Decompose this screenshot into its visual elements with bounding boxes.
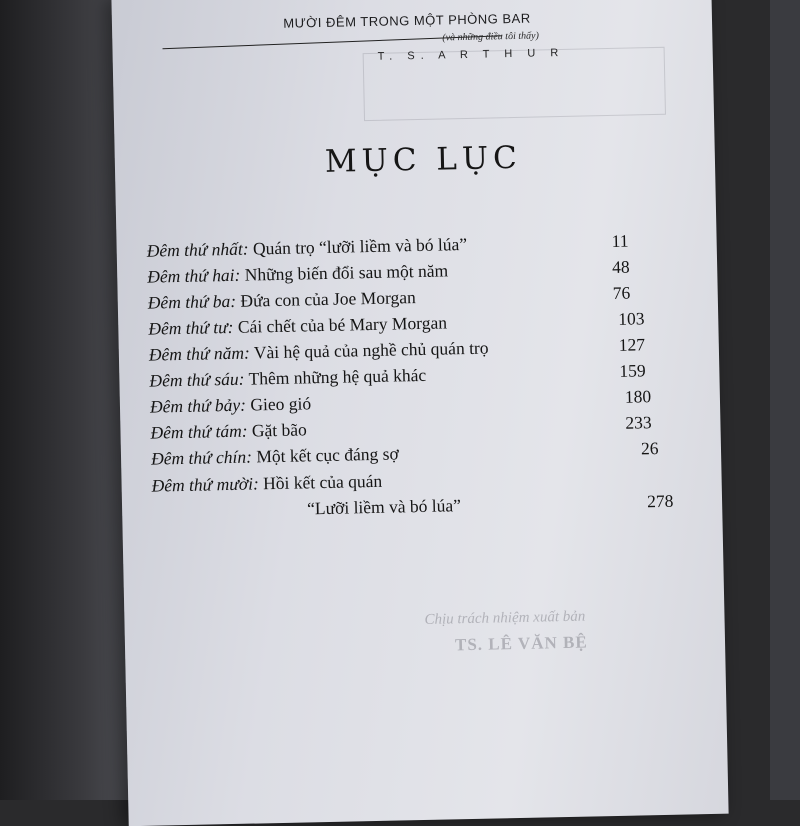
toc-entry-page: 48 [611,256,630,277]
responsible-publisher-caption: Chịu trách nhiệm xuất bản [424,608,586,628]
toc-entry-label: Đêm thứ hai: [147,264,241,287]
toc-entry-page: 278 [646,490,674,512]
toc-entry-title: Những biến đổi sau một năm [244,260,449,285]
toc-entry-title: Quán trọ “lưỡi liềm và bó lúa” [252,233,468,259]
toc-entry-title: Hồi kết của quán [262,470,383,494]
toc-entry-label: Đêm thứ sáu: [149,368,245,391]
toc-entry-page: 127 [618,334,646,355]
toc-entry-page: 233 [625,412,652,433]
running-header-title: MƯỜI ĐÊM TRONG MỘT PHÒNG BAR [283,10,531,31]
toc-entry-label: Đêm thứ chín: [150,446,253,469]
toc-entry-page: 26 [640,438,659,459]
toc-entry-title: Cái chết của bé Mary Morgan [237,312,448,337]
toc-entry-label: Đêm thứ nhất: [146,238,249,261]
toc-entry-page: 103 [618,308,645,329]
toc-entry-title: Đứa con của Joe Morgan [240,287,416,311]
responsible-publisher-name: TS. LÊ VĂN BỆ [454,632,588,655]
toc-entry-label: Đêm thứ năm: [148,342,250,365]
toc-entry-title: Gặt bão [251,419,308,441]
toc-heading: MỤC LỤC [324,139,523,180]
toc-entry-title: Thêm những hệ quả khác [248,364,427,389]
author-name: T. S. A R T H U R [377,46,565,63]
toc-entry-label: Đêm thứ mười: [151,473,259,496]
toc-entry-title: Một kết cục đáng sợ [256,443,399,467]
background-strip [770,0,800,800]
bleed-through-box [363,47,666,121]
toc-entry-label: Đêm thứ bảy: [149,394,247,417]
toc-entry-title: Gieo gió [250,393,312,415]
toc-entry-page: 159 [619,360,646,381]
toc-entry-page: 76 [612,282,631,303]
book-page [111,0,728,826]
running-header-subtitle: (và những điều tôi thấy) [442,30,539,44]
toc-entry-title: Vài hệ quả của nghề chủ quán trọ [253,337,489,363]
toc-entry-page: 180 [624,386,652,407]
toc-entry-label: Đêm thứ tư: [148,316,234,339]
toc-entry-label: Đêm thứ tám: [150,420,248,443]
toc-entry-label: Đêm thứ ba: [147,290,237,313]
toc-entry-title: “Lưỡi liềm và bó lúa” [306,495,462,519]
toc-entry-page: 11 [611,230,629,251]
